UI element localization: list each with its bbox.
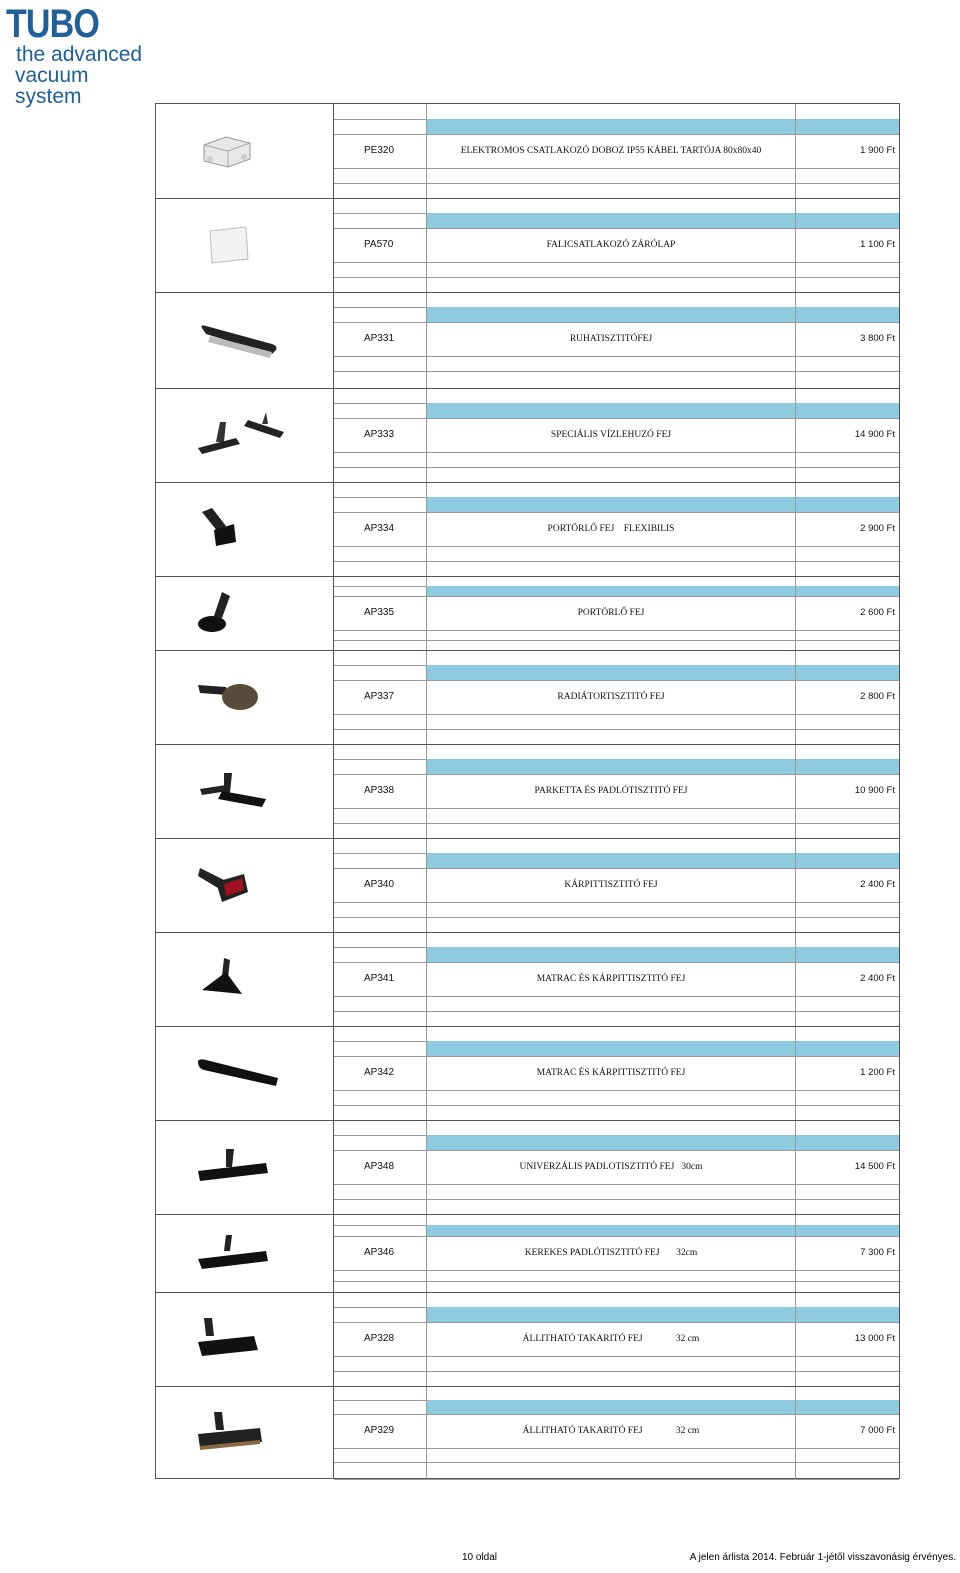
spacer-line: [334, 1090, 899, 1106]
spacer-line: [334, 823, 899, 839]
product-code: AP334: [364, 523, 395, 534]
product-code: AP338: [364, 785, 395, 796]
spacer-line: [334, 119, 899, 135]
product-image: [156, 838, 334, 932]
spacer-line: [334, 1307, 899, 1323]
spacer-line: [334, 1462, 899, 1480]
product-code: AP328: [364, 1333, 395, 1344]
product-line: [334, 228, 899, 263]
product-name: ÁLLITHATÓ TAKARITÓ FEJ 32 cm: [522, 1426, 700, 1436]
spacer-line: [334, 1448, 899, 1463]
table-row: [156, 1120, 899, 1214]
product-code: AP342: [364, 1067, 395, 1078]
product-name: KÁRPITTISZTITÓ FEJ: [564, 880, 658, 890]
product-image: [156, 1120, 334, 1214]
product-name: KEREKES PADLÓTISZTITÓ FEJ 32cm: [524, 1248, 698, 1258]
product-code: AP340: [364, 879, 395, 890]
row-divider: [156, 1026, 899, 1027]
spacer-line: [334, 497, 899, 513]
spacer-line: [334, 292, 899, 308]
table-row: [156, 1292, 899, 1386]
row-divider: [156, 198, 899, 199]
table-row: [156, 932, 899, 1026]
product-image: [156, 744, 334, 838]
spacer-line: [334, 1026, 899, 1042]
table-row: [156, 104, 899, 198]
spacer-line: [334, 996, 899, 1012]
spacer-line: [334, 1386, 899, 1401]
row-divider: [156, 744, 899, 745]
product-name: UNIVERZÁLIS PADLOTISZTITÓ FEJ 30cm: [519, 1162, 703, 1172]
product-code: AP329: [364, 1425, 395, 1436]
product-image: [156, 576, 334, 650]
product-price: 7 000 Ft: [860, 1425, 895, 1436]
product-price: 1 900 Ft: [860, 145, 895, 156]
product-image: [156, 1292, 334, 1386]
logo-brand: TUBO: [6, 2, 99, 46]
page-number: 10 oldal: [462, 1552, 498, 1563]
product-line: [334, 1236, 899, 1271]
spacer-line: [334, 1135, 899, 1151]
product-line: [334, 1322, 899, 1357]
product-image: [156, 932, 334, 1026]
table-row: [156, 576, 899, 650]
product-image: [156, 650, 334, 744]
product-image: [156, 104, 334, 198]
spacer-line: [334, 546, 899, 562]
product-code: AP335: [364, 607, 395, 618]
spacer-line: [334, 838, 899, 854]
product-name: PORTÖRLŐ FEJ: [577, 608, 645, 618]
product-image: [156, 198, 334, 292]
spacer-line: [334, 744, 899, 760]
spacer-line: [334, 947, 899, 963]
product-price: 2 800 Ft: [860, 691, 895, 702]
product-code: PA570: [364, 239, 394, 250]
row-divider: [156, 1292, 899, 1293]
spacer-line: [334, 403, 899, 419]
product-line: [334, 774, 899, 809]
spacer-line: [334, 729, 899, 745]
spacer-line: [334, 561, 899, 577]
product-name: MATRAC ÉS KÁRPITTISZTITÓ FEJ: [536, 974, 686, 984]
product-code: AP337: [364, 691, 395, 702]
spacer-line: [334, 650, 899, 666]
spacer-line: [334, 104, 899, 120]
product-price: 2 600 Ft: [860, 607, 895, 618]
table-row: [156, 388, 899, 482]
spacer-line: [334, 1120, 899, 1136]
spacer-line: [334, 371, 899, 389]
table-row: [156, 744, 899, 838]
product-line: [334, 418, 899, 453]
spacer-line: [334, 1041, 899, 1057]
product-price: 2 400 Ft: [860, 879, 895, 890]
spacer-line: [334, 467, 899, 483]
spacer-line: [334, 356, 899, 372]
spacer-line: [334, 198, 899, 214]
product-line: [334, 596, 899, 631]
table-row: [156, 1026, 899, 1120]
table-row: [156, 1214, 899, 1292]
spacer-line: [334, 307, 899, 323]
table-row: [156, 482, 899, 576]
product-image: [156, 482, 334, 576]
product-code: AP341: [364, 973, 395, 984]
product-image: [156, 1214, 334, 1292]
spacer-line: [334, 714, 899, 730]
spacer-line: [334, 1292, 899, 1308]
spacer-line: [334, 932, 899, 948]
spacer-line: [334, 452, 899, 468]
product-price: 13 000 Ft: [854, 1333, 895, 1344]
product-price: 1 100 Ft: [860, 239, 895, 250]
spacer-line: [334, 213, 899, 229]
row-divider: [156, 932, 899, 933]
spacer-line: [334, 808, 899, 824]
spacer-line: [334, 183, 899, 199]
product-code: PE320: [364, 145, 395, 156]
table-row: [156, 198, 899, 292]
product-code: AP348: [364, 1161, 395, 1172]
spacer-line: [334, 1105, 899, 1121]
table-row: [156, 292, 899, 388]
row-divider: [156, 482, 899, 483]
table-row: [156, 650, 899, 744]
product-image: [156, 388, 334, 482]
product-code: AP331: [364, 333, 395, 344]
product-line: [334, 1150, 899, 1185]
spacer-line: [334, 759, 899, 775]
product-image: [156, 292, 334, 388]
product-name: MATRAC ÉS KÁRPITTISZTITÓ FEJ: [536, 1068, 686, 1078]
spacer-line: [334, 388, 899, 404]
product-name: FALICSATLAKOZÓ ZÁRÓLAP: [546, 240, 676, 250]
product-code: AP333: [364, 429, 395, 440]
product-price: 10 900 Ft: [854, 785, 895, 796]
product-name: SPECIÁLIS VÍZLEHUZÓ FEJ: [550, 430, 672, 440]
table-row: [156, 1386, 899, 1479]
spacer-line: [334, 1356, 899, 1372]
product-line: [334, 962, 899, 997]
row-divider: [156, 650, 899, 651]
spacer-line: [334, 917, 899, 933]
product-name: RUHATISZTITÓFEJ: [569, 334, 653, 344]
product-line: [334, 868, 899, 903]
product-line: [334, 680, 899, 715]
product-name: RADIÁTORTISZTITÓ FEJ: [557, 692, 665, 702]
spacer-line: [334, 482, 899, 498]
spacer-line: [334, 1199, 899, 1215]
row-divider: [156, 1120, 899, 1121]
product-image: [156, 1386, 334, 1479]
spacer-line: [334, 853, 899, 869]
product-name: ELEKTROMOS CSATLAKOZÓ DOBOZ IP55 KÁBEL TARTÓJA 80x80x40: [460, 146, 762, 156]
validity-note: A jelen árlista 2014. Február 1-jétől visszavonásig érvényes.: [689, 1552, 956, 1563]
product-name: PARKETTA ÉS PADLÓTISZTITÓ FEJ: [534, 786, 688, 796]
logo-tagline-2: vacuum system: [15, 64, 89, 108]
product-line: [334, 322, 899, 357]
spacer-line: [334, 1371, 899, 1387]
product-price: 2 900 Ft: [860, 523, 895, 534]
product-line: [334, 512, 899, 547]
product-name: PORTÖRLŐ FEJ FLEXIBILIS: [547, 524, 675, 534]
product-image: [156, 1026, 334, 1120]
spacer-line: [334, 665, 899, 681]
product-price: 1 200 Ft: [860, 1067, 895, 1078]
product-line: [334, 1056, 899, 1091]
product-name: ÁLLITHATÓ TAKARITÓ FEJ 32 cm: [522, 1334, 700, 1344]
spacer-line: [334, 168, 899, 184]
row-divider: [156, 292, 899, 293]
spacer-line: [334, 277, 899, 293]
product-price: 14 500 Ft: [854, 1161, 895, 1172]
table-row: [156, 838, 899, 932]
product-price: 7 300 Ft: [860, 1247, 895, 1258]
product-price: 2 400 Ft: [860, 973, 895, 984]
spacer-line: [334, 262, 899, 278]
spacer-line: [334, 1400, 899, 1415]
product-code: AP346: [364, 1247, 395, 1258]
product-price: 3 800 Ft: [860, 333, 895, 344]
spacer-line: [334, 902, 899, 918]
product-line: [334, 134, 899, 169]
product-price: 14 900 Ft: [854, 429, 895, 440]
product-line: [334, 1414, 899, 1449]
row-divider: [156, 1386, 899, 1387]
spacer-line: [334, 1184, 899, 1200]
row-divider: [156, 576, 899, 577]
logo-tagline-1: the advanced: [16, 43, 143, 66]
price-table: [155, 103, 900, 1479]
row-divider: [156, 838, 899, 839]
spacer-line: [334, 1011, 899, 1027]
row-divider: [156, 388, 899, 389]
row-divider: [156, 1214, 899, 1215]
tubo-logo: [6, 2, 156, 108]
